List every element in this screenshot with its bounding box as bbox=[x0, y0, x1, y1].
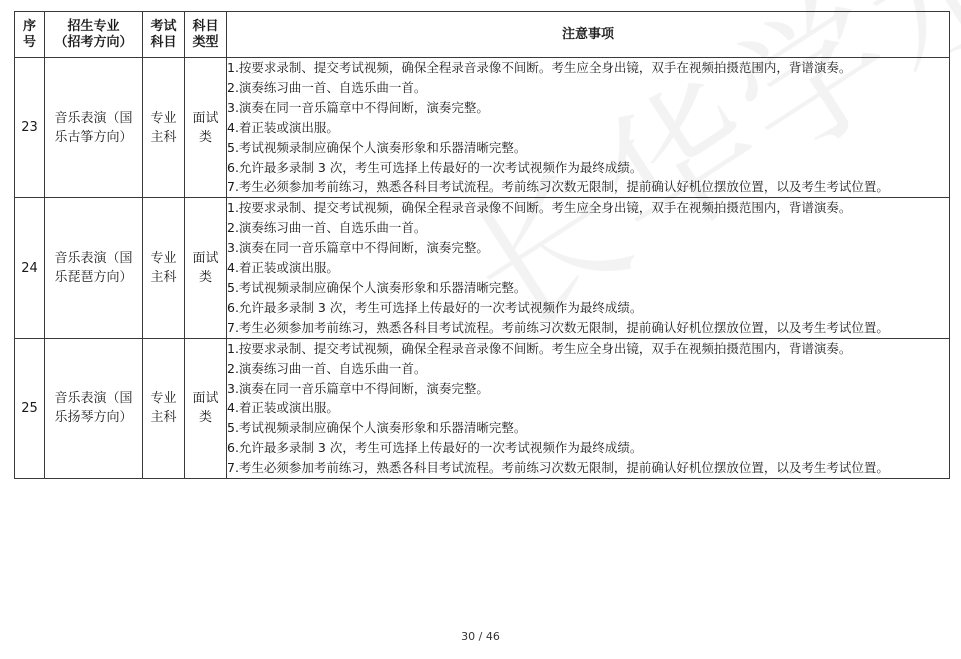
row-category: 专业 主科 bbox=[143, 338, 185, 478]
note-item: 3.演奏在同一音乐篇章中不得间断，演奏完整。 bbox=[227, 99, 489, 115]
note-item: 3.演奏在同一音乐篇章中不得间断，演奏完整。 bbox=[227, 240, 489, 256]
exam-notes-table bbox=[14, 11, 950, 479]
table-row bbox=[15, 58, 950, 198]
note-item: 2.演奏练习曲一首、自选乐曲一首。 bbox=[227, 360, 427, 376]
note-item: 7.考生必须参加考前练习，熟悉各科目考试流程。考前练习次数无限制，提前确认好机位摆放位置，以及考生考试位置。 bbox=[227, 319, 889, 335]
row-category: 专业 主科 bbox=[143, 198, 185, 338]
note-item: 3.演奏在同一音乐篇章中不得间断，演奏完整。 bbox=[227, 380, 489, 396]
table-row bbox=[15, 198, 950, 338]
note-item: 6.允许最多录制 3 次，考生可选择上传最好的一次考试视频作为最终成绩。 bbox=[227, 159, 643, 175]
row-major: 音乐表演（国 乐琵琶方向） bbox=[45, 198, 143, 338]
note-item: 7.考生必须参加考前练习，熟悉各科目考试流程。考前练习次数无限制，提前确认好机位摆放位置，以及考生考试位置。 bbox=[227, 460, 889, 476]
note-item: 4.着正装或演出服。 bbox=[227, 119, 339, 135]
note-item: 4.着正装或演出服。 bbox=[227, 400, 339, 416]
row-type: 面试 类 bbox=[185, 58, 227, 198]
row-major: 音乐表演（国 乐扬琴方向） bbox=[45, 338, 143, 478]
note-item: 4.着正装或演出服。 bbox=[227, 260, 339, 276]
note-item: 1.按要求录制、提交考试视频，确保全程录音录像不间断。考生应全身出镜，双手在视频拍摄范围内，背谱演奏。 bbox=[227, 340, 852, 356]
header-category: 考试 科目 bbox=[143, 12, 185, 58]
row-notes bbox=[227, 338, 950, 478]
note-item: 2.演奏练习曲一首、自选乐曲一首。 bbox=[227, 220, 427, 236]
row-number: 24 bbox=[15, 198, 45, 338]
header-index: 序 号 bbox=[15, 12, 45, 58]
note-item: 1.按要求录制、提交考试视频，确保全程录音录像不间断。考生应全身出镜，双手在视频拍摄范围内，背谱演奏。 bbox=[227, 60, 852, 75]
table-row bbox=[15, 338, 950, 478]
header-row bbox=[15, 12, 950, 58]
note-item: 7.考生必须参加考前练习，熟悉各科目考试流程。考前练习次数无限制，提前确认好机位摆放位置，以及考生考试位置。 bbox=[227, 179, 889, 195]
row-type: 面试 类 bbox=[185, 338, 227, 478]
row-category: 专业 主科 bbox=[143, 58, 185, 198]
note-item: 1.按要求录制、提交考试视频，确保全程录音录像不间断。考生应全身出镜，双手在视频拍摄范围内，背谱演奏。 bbox=[227, 200, 852, 216]
row-notes bbox=[227, 58, 950, 198]
header-type: 科目 类型 bbox=[185, 12, 227, 58]
note-item: 5.考试视频录制应确保个人演奏形象和乐器清晰完整。 bbox=[227, 279, 527, 295]
page-number: 30 / 46 bbox=[461, 630, 500, 643]
note-item: 2.演奏练习曲一首、自选乐曲一首。 bbox=[227, 79, 427, 95]
row-number: 23 bbox=[15, 58, 45, 198]
row-major: 音乐表演（国 乐古筝方向） bbox=[45, 58, 143, 198]
note-item: 5.考试视频录制应确保个人演奏形象和乐器清晰完整。 bbox=[227, 420, 527, 436]
note-item: 5.考试视频录制应确保个人演奏形象和乐器清晰完整。 bbox=[227, 139, 527, 155]
header-major: 招生专业 （招考方向） bbox=[45, 12, 143, 58]
row-number: 25 bbox=[15, 338, 45, 478]
note-item: 6.允许最多录制 3 次，考生可选择上传最好的一次考试视频作为最终成绩。 bbox=[227, 299, 643, 315]
header-notes: 注意事项 bbox=[227, 12, 950, 58]
row-type: 面试 类 bbox=[185, 198, 227, 338]
row-notes bbox=[227, 198, 950, 338]
note-item: 6.允许最多录制 3 次，考生可选择上传最好的一次考试视频作为最终成绩。 bbox=[227, 440, 643, 456]
